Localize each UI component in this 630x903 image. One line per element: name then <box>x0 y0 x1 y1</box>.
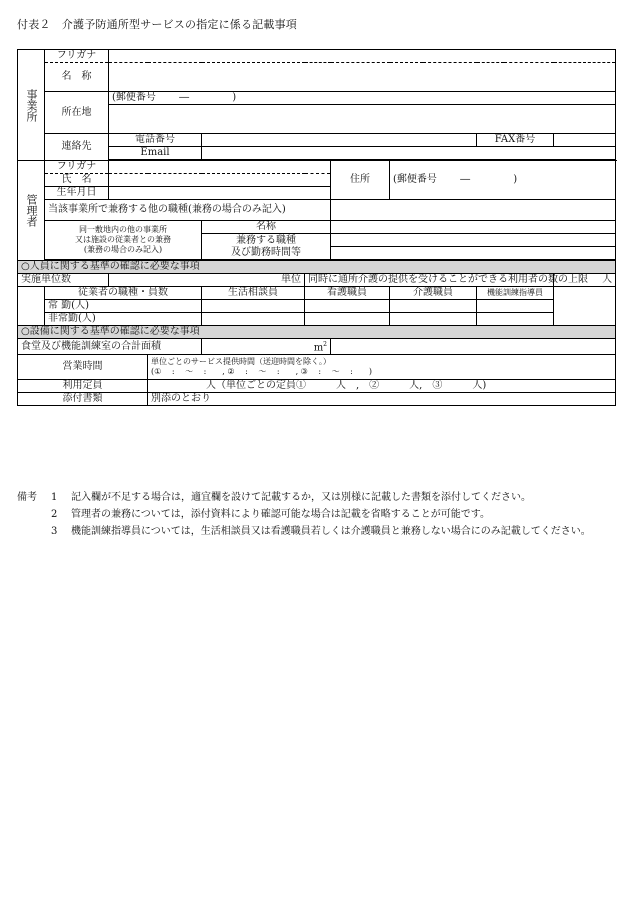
staff-section-header: ○人員に関する基準の確認に必要な事項 <box>18 261 616 274</box>
fulltime-counselor-field[interactable] <box>202 300 305 313</box>
remark-text: 記入欄が不足する場合は，適宜欄を設けて記載するか，又は別様に記載した書類を添付してください。 <box>71 492 531 503</box>
staff-fulltime-label: 常 勤(人) <box>45 300 202 313</box>
office-email-label: Email <box>109 147 202 160</box>
staff-col-trainer: 機能訓練指導員 <box>477 287 554 300</box>
manager-birth-label: 生年月日 <box>45 187 109 200</box>
fulltime-caregiver-field[interactable] <box>390 300 477 313</box>
parttime-nurse-field[interactable] <box>305 313 390 326</box>
manager-concurrent-field[interactable] <box>331 200 616 221</box>
office-email-field[interactable] <box>202 147 616 160</box>
staff-col-caregiver: 介護職員 <box>390 287 477 300</box>
fulltime-trainer-field[interactable] <box>477 300 554 313</box>
office-address-field[interactable] <box>109 105 616 134</box>
remarks-section <box>17 489 617 540</box>
business-hours-desc: 単位ごとのサービス提供時間（送迎時間を除く。） <box>151 357 331 367</box>
office-fax-label: FAX番号 <box>477 134 554 147</box>
capacity-label: 利用定員 <box>18 380 148 393</box>
remark-item <box>17 506 617 523</box>
staff-job-header: 従業者の職種・員数 <box>45 287 202 300</box>
capacity-limit-field[interactable]: 人 <box>554 274 616 287</box>
office-phone-field[interactable] <box>202 134 477 147</box>
manager-other-job-line1: 兼務する職種 <box>236 234 296 246</box>
manager-other-facility-line2: 又は施設の従業者との兼務 <box>75 235 171 244</box>
staff-col-counselor: 生活相談員 <box>202 287 305 300</box>
office-name-field[interactable] <box>109 63 616 92</box>
office-address-label: 所在地 <box>45 92 109 134</box>
manager-other-job-field-1[interactable] <box>331 234 616 247</box>
manager-other-name-field[interactable] <box>331 221 616 234</box>
area-field[interactable] <box>202 339 331 355</box>
facility-section-header: ○設備に関する基準の確認に必要な事項 <box>18 326 616 339</box>
area-blank <box>331 339 616 355</box>
office-fax-field[interactable] <box>554 134 616 147</box>
manager-other-facility-label <box>45 221 202 260</box>
remark-item <box>17 489 617 506</box>
parttime-caregiver-field[interactable] <box>390 313 477 326</box>
office-phone-label: 電話番号 <box>109 134 202 147</box>
business-hours-field[interactable] <box>148 355 616 380</box>
attachment-label: 添付書類 <box>18 393 148 406</box>
manager-concurrent-label: 当該事業所で兼務する他の職種(兼務の場合のみ記入) <box>45 200 331 221</box>
manager-other-facility-line3: (兼務の場合のみ記入) <box>83 245 163 254</box>
office-furigana-field[interactable] <box>109 50 616 63</box>
fulltime-nurse-field[interactable] <box>305 300 390 313</box>
parttime-counselor-field[interactable] <box>202 313 305 326</box>
staff-right-blank <box>554 287 616 326</box>
manager-other-facility-line1: 同一敷地内の他の事業所 <box>79 225 167 234</box>
remark-text: 機能訓練指導員については，生活相談員又は看護職員若しくは介護職員と兼務しない場合にのみ記載してください。 <box>71 526 591 537</box>
capacity-field[interactable] <box>148 380 616 393</box>
office-postal-field[interactable]: (郵便番号 ― ) <box>109 92 616 105</box>
manager-furigana-label: フリガナ <box>45 161 109 174</box>
manager-group-label: 管理者 <box>18 161 45 261</box>
document-title: 付表２ 介護予防通所型サービスの指定に係る記載事項 <box>17 18 297 31</box>
office-name-label: 名 称 <box>45 63 109 92</box>
attachment-field[interactable]: 別添のとおり <box>148 393 616 406</box>
remark-text: 管理者の兼務については，添付資料により確認可能な場合は記載を省略することが可能です。 <box>71 509 490 520</box>
office-contact-label: 連絡先 <box>45 134 109 161</box>
office-furigana-label: フリガナ <box>45 50 109 63</box>
staff-parttime-label: 非常勤(人) <box>45 313 202 326</box>
unit-count-label: 実施単位数 <box>18 274 109 287</box>
manager-name-field[interactable] <box>109 174 331 187</box>
manager-furigana-field[interactable] <box>109 161 331 174</box>
area-unit-sup: 2 <box>323 341 327 348</box>
office-group-label: 事業所 <box>18 50 45 161</box>
business-hours-fill: (① : ～ : , ② : ～ : , ③ : ～ : ) <box>151 367 372 377</box>
remark-number: 1 <box>51 492 58 503</box>
registration-form-table <box>17 49 616 406</box>
capacity-limit-label: 同時に通所介護の提供を受けることができる利用者の数の上限 <box>305 274 554 287</box>
manager-other-name-label: 名称 <box>202 221 331 234</box>
parttime-trainer-field[interactable] <box>477 313 554 326</box>
area-unit: m <box>313 342 324 354</box>
remark-item <box>17 523 617 540</box>
staff-blank-cell <box>18 287 45 326</box>
manager-postal-field[interactable]: (郵便番号 ― ) <box>390 161 616 200</box>
manager-address-label: 住所 <box>331 161 390 200</box>
remark-number: 3 <box>51 526 58 537</box>
manager-birth-field[interactable] <box>109 187 331 200</box>
capacity-fill: 人（単位ごとの定員① 人 , ② 人, ③ 人) <box>206 380 487 392</box>
business-hours-label: 営業時間 <box>18 355 148 380</box>
staff-col-nurse: 看護職員 <box>305 287 390 300</box>
unit-count-field[interactable]: 単位 <box>109 274 305 287</box>
area-label: 食堂及び機能訓練室の合計面積 <box>18 339 202 355</box>
manager-name-label: 氏 名 <box>45 174 109 187</box>
remarks-lead: 備考 <box>17 492 37 503</box>
manager-other-job-field-2[interactable] <box>331 247 616 260</box>
manager-other-job-line2: 及び勤務時間等 <box>231 246 301 258</box>
manager-other-job-label <box>202 234 331 260</box>
remark-number: 2 <box>51 509 58 520</box>
